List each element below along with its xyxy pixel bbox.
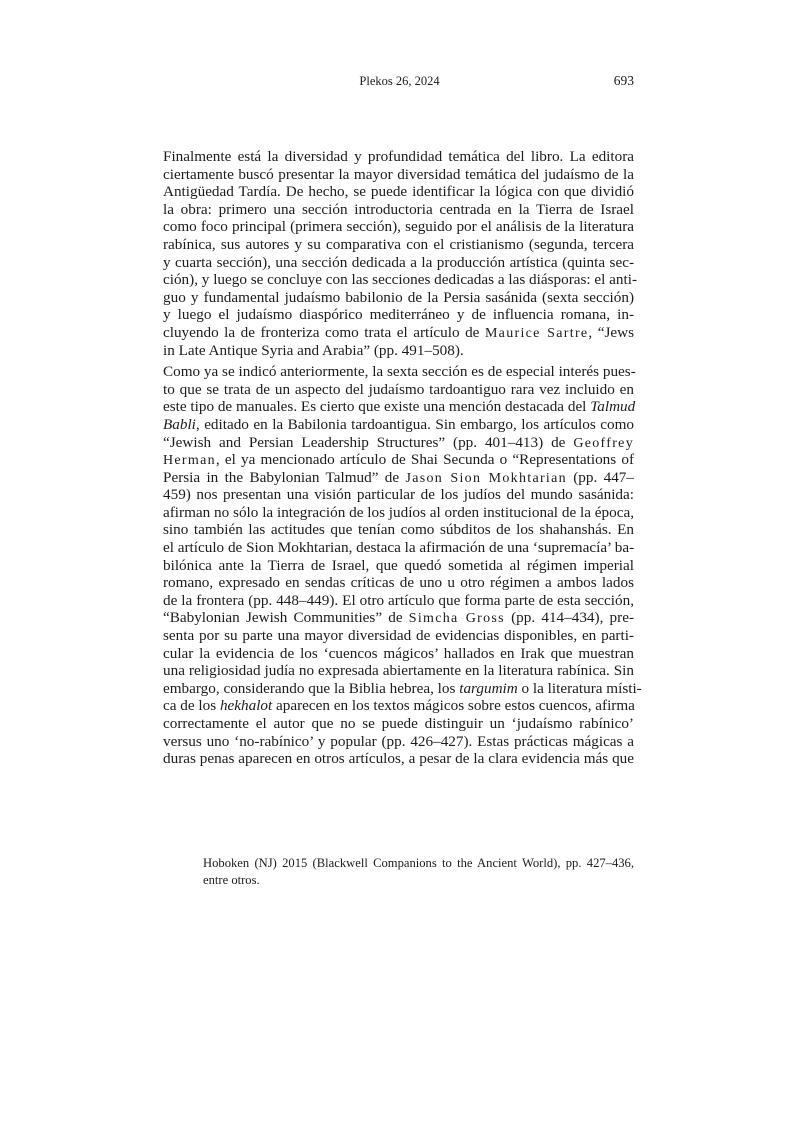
text-segment: y luego el judaísmo diaspórico mediterráneo y de influencia romana, in-	[163, 306, 634, 324]
text-segment: una religiosidad judía no expresada abiertamente en la literatura rabínica. Sin	[163, 662, 634, 680]
text-line	[163, 254, 634, 272]
text-segment: aparecen en los textos mágicos sobre estos cuencos, afirma	[272, 697, 635, 715]
text-line	[163, 715, 634, 733]
text-segment: o la literatura místi-	[517, 679, 642, 697]
text-segment: rabínica, sus autores y su comparativa con el cristianismo (segunda, tercera	[163, 235, 634, 253]
text-segment: , editado en la Babilonia tardoantigua. Sin embargo, los artículos como	[195, 415, 634, 433]
text-segment: “Jewish and Persian Leadership Structures” (pp. 401–413) de	[163, 433, 574, 451]
text-line	[163, 750, 634, 768]
page-number: 693	[613, 73, 634, 88]
text-line	[163, 306, 634, 324]
text-segment: ca de los	[163, 697, 220, 715]
text-segment: sino también las actitudes que tenían como súbditos de los shahanshás. En	[163, 521, 634, 539]
text-line	[163, 183, 634, 201]
text-segment: la obra: primero una sección introductoria centrada en la Tierra de Israel	[163, 200, 634, 218]
text-segment: senta por su parte una mayor diversidad de evidencias disponibles, en parti-	[163, 627, 634, 645]
text-line	[163, 645, 634, 663]
text-line	[163, 166, 634, 184]
text-segment: , el ya mencionado artículo de Shai Secunda o “Representations of	[215, 451, 634, 469]
paragraph	[163, 148, 638, 359]
text-line	[163, 557, 634, 575]
footnote	[203, 855, 634, 889]
text-segment: duras penas aparecen en otros artículos, a pesar de la clara evidencia más que	[163, 750, 634, 768]
text-segment: afirman no sólo la integración de los judíos al orden institucional de la época,	[163, 503, 634, 521]
author-name: Simcha Gross	[408, 611, 505, 627]
text-line	[203, 872, 634, 889]
text-segment: in Late Antique Syria and Arabia” (pp. 491–508).	[163, 341, 464, 359]
text-segment: (pp. 447–	[566, 468, 634, 486]
text-segment: 459) nos presentan una visión particular de los judíos del mundo sasánida:	[163, 486, 634, 504]
text-line	[203, 855, 634, 872]
text-line	[163, 486, 634, 504]
text-line	[163, 627, 634, 645]
text-line	[163, 218, 634, 236]
text-segment: (pp. 414–434), pre-	[504, 609, 634, 627]
text-segment: versus uno ‘no-rabínico’ y popular (pp. 426–427). Estas prácticas mágicas a	[163, 732, 634, 750]
text-segment: , “Jews	[588, 323, 634, 341]
text-line	[163, 609, 634, 627]
text-line	[163, 539, 634, 557]
text-segment: este tipo de manuales. Es cierto que existe una mención destacada del	[163, 398, 591, 416]
author-name: Maurice Sartre	[484, 325, 589, 341]
text-segment: Antigüedad Tardía. De hecho, se puede identificar la lógica con que dividió	[163, 183, 634, 201]
text-segment: y cuarta sección), una sección dedicada a la producción artística (quinta sec-	[163, 253, 634, 271]
text-segment: guo y fundamental judaísmo babilonio de la Persia sasánida (sexta sección)	[163, 288, 634, 306]
text-segment: correctamente el autor que no se puede distinguir un ‘judaísmo rabínico’	[163, 715, 634, 732]
text-line	[163, 504, 634, 522]
text-line	[163, 271, 638, 289]
text-segment: ciertamente buscó presentar la mayor diversidad temática del judaísmo de la	[163, 165, 634, 183]
text-line	[163, 592, 634, 610]
text-segment: to que se trata de un aspecto del judaísmo tardoantiguo rara vez incluido en	[163, 380, 634, 398]
text-line	[163, 289, 634, 307]
text-segment: Persia in the Babylonian Talmud” de	[163, 468, 406, 486]
running-header-title: Plekos 26, 2024	[359, 74, 440, 88]
text-line	[163, 416, 634, 434]
text-line	[163, 148, 634, 166]
text-line	[163, 236, 634, 254]
text-segment: Como ya se indicó anteriormente, la sexta sección es de especial interés pues-	[163, 363, 636, 381]
text-segment: Finalmente está la diversidad y profundidad temática del libro. La editora	[163, 148, 634, 165]
italic-term: Babli	[163, 415, 196, 433]
text-line	[163, 363, 634, 381]
text-line	[163, 324, 634, 342]
text-line	[163, 201, 634, 219]
author-name: Herman	[163, 453, 216, 469]
text-segment: como foco principal (primera sección), seguido por el análisis de la literatura	[163, 218, 634, 236]
text-segment: bilónica ante la Tierra de Israel, que quedó sometida al régimen imperial	[163, 556, 634, 574]
text-line	[163, 381, 634, 399]
text-line	[163, 662, 634, 680]
text-segment: ción), y luego se concluye con las secciones dedicadas a las diásporas: el anti-	[163, 271, 638, 289]
text-line	[163, 679, 642, 698]
text-segment: el artículo de Sion Mokhtarian, destaca la afirmación de una ‘supremacía’ ba-	[163, 539, 635, 557]
text-segment: de la frontera (pp. 448–449). El otro artículo que forma parte de esta sección,	[163, 591, 634, 609]
main-text	[163, 148, 642, 772]
text-segment: cluyendo la de fronteriza como trata el artículo de	[163, 323, 485, 341]
italic-term: hekhalot	[219, 697, 273, 715]
text-segment: Hoboken (NJ) 2015 (Blackwell Companions to the Ancient World), pp. 427–436,	[203, 856, 634, 870]
italic-term: Talmud	[590, 398, 636, 416]
text-segment: “Babylonian Jewish Communities” de	[163, 609, 409, 627]
text-line	[163, 733, 634, 751]
text-line	[163, 469, 634, 487]
text-segment: embargo, considerando que la Biblia hebrea, los	[163, 679, 460, 697]
text-segment: cular la evidencia de los ‘cuencos mágicos’ hallados en Irak que muestran	[163, 644, 634, 662]
text-line	[163, 451, 634, 469]
text-line	[163, 697, 634, 715]
text-line	[163, 398, 634, 416]
author-name: Geoffrey	[573, 435, 634, 451]
text-line	[163, 574, 634, 592]
text-line	[163, 434, 634, 452]
text-line	[163, 521, 634, 539]
text-line	[163, 342, 634, 360]
author-name: Jason Sion Mokhtarian	[405, 470, 567, 486]
paragraph	[163, 363, 642, 768]
text-segment: entre otros.	[203, 873, 260, 887]
text-segment: romano, expresado en sendas críticas de uno u otro régimen a ambos lados	[163, 574, 634, 592]
italic-term: targumim	[459, 679, 518, 697]
